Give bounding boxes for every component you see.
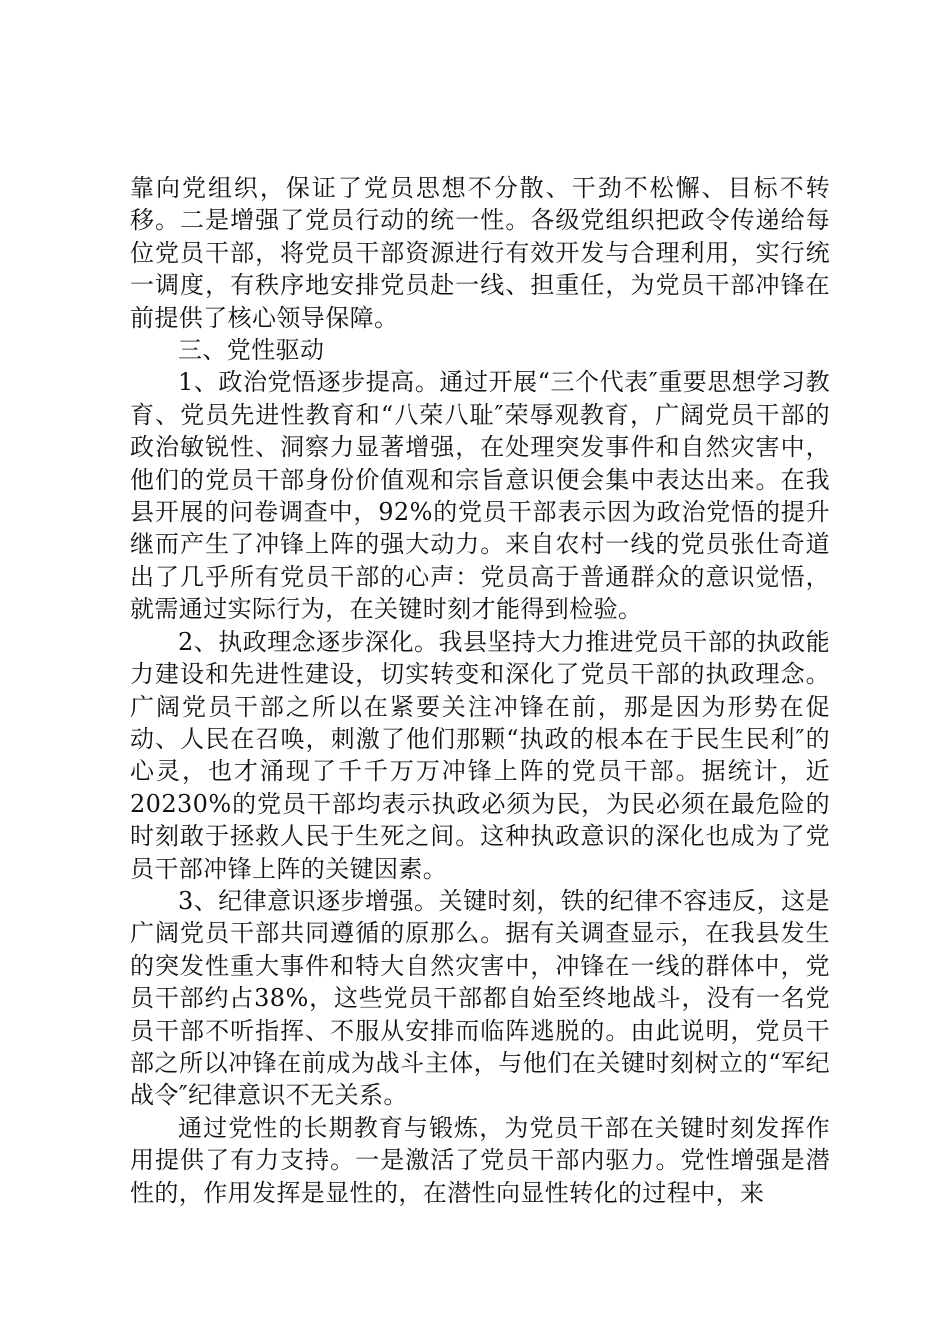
paragraph-governance-concept: 2、执政理念逐步深化。我县坚持大力推进党员干部的执政能力建设和先进性建设，切实转变和深化了党员干部的执政理念。广阔党员干部之所以在紧要关注冲锋在前，那是因为形势在促动、人民在召唤，刺激了他们那颗“执政的根本在于民生民利″的心灵，也才涌现了千千万万冲锋上阵的党员干部。据统计，近20230%的党员干部均表示执政必须为民，为民必须在最危险的时刻敢于拯救人民于生死之间。这种执政意识的深化也成为了党员干部冲锋上阵的关键因素。 <box>130 627 830 883</box>
paragraph-discipline-awareness: 3、纪律意识逐步增强。关键时刻，铁的纪律不容违反，这是广阔党员干部共同遵循的原那么。据有关调查显示，在我县发生的突发性重大事件和特大自然灾害中，冲锋在一线的群体中，党员干部约占38%，这些党员干部都自始至终地战斗，没有一名党员干部不听指挥、不服从安排而临阵逃脱的。由此说明，党员干部之所以冲锋在前成为战斗主体，与他们在关键时刻树立的“军纪战令″纪律意识不无关系。 <box>130 886 830 1110</box>
paragraph-continuation: 靠向党组织，保证了党员思想不分散、干劲不松懈、目标不转移。二是增强了党员行动的统一性。各级党组织把政令传递给每位党员干部，将党员干部资源进行有效开发与合理利用，实行统一调度，有秩序地安排党员赴一线、担重任，为党员干部冲锋在前提供了核心领导保障。 <box>130 174 830 332</box>
section-heading: 三、党性驱动 <box>178 336 325 365</box>
document-body <box>130 172 830 1209</box>
paragraph-party-spirit-education: 通过党性的长期教育与锻炼，为党员干部在关键时刻发挥作用提供了有力支持。一是激活了党员干部内驱力。党性增强是潜性的，作用发挥是显性的，在潜性向显性转化的过程中，来 <box>130 1113 830 1207</box>
paragraph-political-awareness: 1、政治党悟逐步提高。通过开展“三个代表″重要思想学习教育、党员先进性教育和“八荣八耻″荣辱观教育，广阔党员干部的政治敏锐性、洞察力显著增强，在处理突发事件和自然灾害中，他们的党员干部身份价值观和宗旨意识便会集中表达出来。在我县开展的问卷调查中，92%的党员干部表示因为政治党悟的提升继而产生了冲锋上阵的强大动力。来自农村一线的党员张仕奇道出了几乎所有党员干部的心声：党员高于普通群众的意识觉悟，就需通过实际行为，在关键时刻才能得到检验。 <box>130 368 830 624</box>
